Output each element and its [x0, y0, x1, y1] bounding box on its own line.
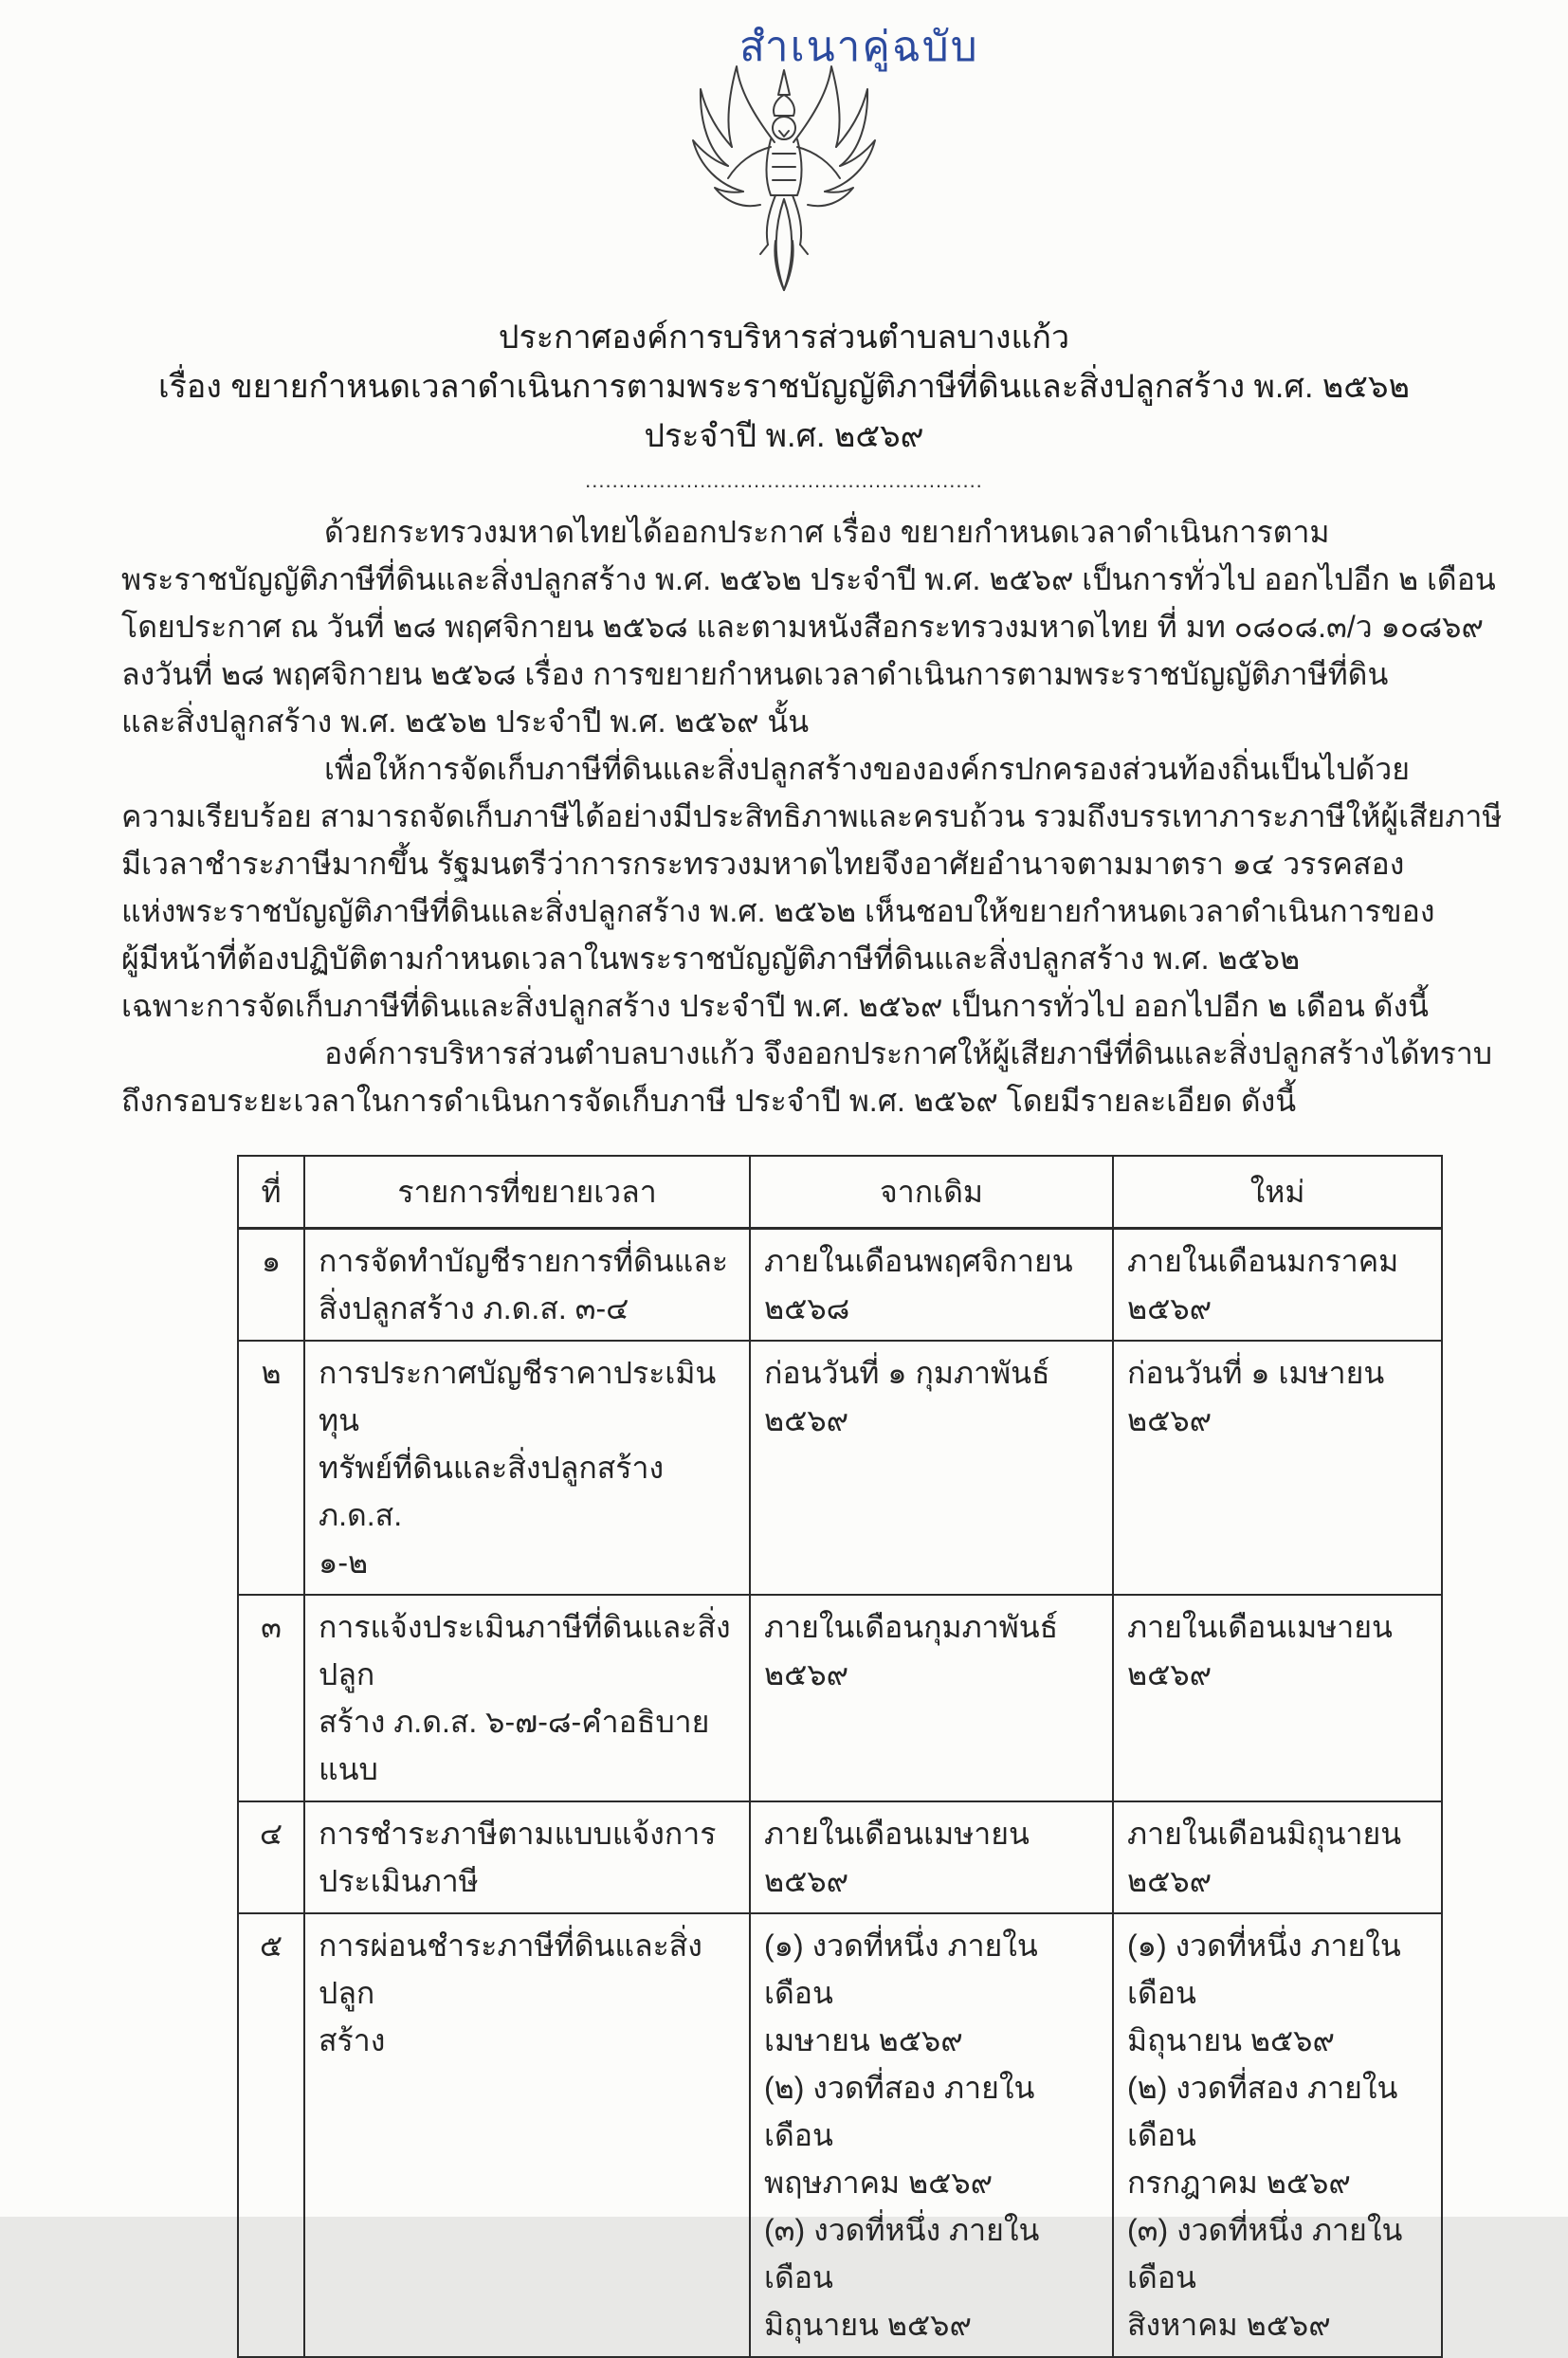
- body-line: เฉพาะการจัดเก็บภาษีที่ดินและสิ่งปลูกสร้าง ประจำปี พ.ศ. ๒๕๖๙ เป็นการทั่วไป ออกไปอีก ๒ เดือน ดังนี้: [121, 989, 1429, 1023]
- body-line: ถึงกรอบระยะเวลาในการดำเนินการจัดเก็บภาษี ประจำปี พ.ศ. ๒๕๖๙ โดยมีรายละเอียด ดังนี้: [121, 1084, 1297, 1118]
- cell-line: สร้าง: [319, 2023, 386, 2057]
- cell-line: พฤษภาคม ๒๕๖๙: [764, 2166, 994, 2200]
- row-number-cell: [238, 1341, 304, 1595]
- cell-line: ๔: [259, 1817, 283, 1851]
- cell-line: กรกฎาคม ๒๕๖๙: [1127, 2166, 1351, 2200]
- table-header-cell: ที่: [238, 1156, 304, 1229]
- cell-line: ภายในเดือนมิถุนายน: [1127, 1817, 1402, 1851]
- cell-line: ประเมินภาษี: [319, 1864, 479, 1898]
- body-line: ความเรียบร้อย สามารถจัดเก็บภาษีได้อย่างมีประสิทธิภาพและครบถ้วน รวมถึงบรรเทาภาระภาษีให้ผู้เสียภาษี: [121, 799, 1503, 833]
- new-cell: [1113, 1913, 1442, 2357]
- cell-line: ๕: [259, 1928, 283, 1963]
- cell-line: ๒๕๖๙: [1127, 1657, 1212, 1691]
- cell-line: สิงหาคม ๒๕๖๙: [1127, 2308, 1331, 2342]
- cell-line: การประกาศบัญชีราคาประเมินทุน: [319, 1356, 717, 1437]
- cell-line: ภายในเดือนพฤศจิกายน: [764, 1244, 1073, 1278]
- from-cell: [750, 1595, 1113, 1801]
- cell-line: ก่อนวันที่ ๑ กุมภาพันธ์: [764, 1356, 1050, 1390]
- cell-line: ๓: [261, 1610, 282, 1644]
- document-title-block: [0, 313, 1568, 493]
- cell-line: การแจ้งประเมินภาษีที่ดินและสิ่งปลูก: [319, 1610, 731, 1691]
- copy-stamp-text: สำเนาคู่ฉบับ: [739, 24, 979, 70]
- new-cell: [1113, 1229, 1442, 1342]
- new-cell: [1113, 1595, 1442, 1801]
- body-line: ด้วยกระทรวงมหาดไทยได้ออกประกาศ เรื่อง ขยายกำหนดเวลาดำเนินการตาม: [324, 515, 1330, 549]
- body-line: เพื่อให้การจัดเก็บภาษีที่ดินและสิ่งปลูกสร้างขององค์กรปกครองส่วนท้องถิ่นเป็นไปด้วย: [324, 752, 1410, 786]
- garuda-emblem: [684, 55, 884, 314]
- cell-line: ๒๕๖๙: [1127, 1864, 1212, 1898]
- table-row: [238, 1595, 1442, 1801]
- body-line: ลงวันที่ ๒๘ พฤศจิกายน ๒๕๖๘ เรื่อง การขยายกำหนดเวลาดำเนินการตามพระราชบัญญัติภาษีที่ดิน: [121, 657, 1389, 691]
- cell-line: การจัดทำบัญชีรายการที่ดินและ: [319, 1244, 729, 1278]
- table-row: [238, 1801, 1442, 1913]
- schedule-table: [237, 1155, 1443, 2358]
- cell-line: (๑) งวดที่หนึ่ง ภายในเดือน: [1127, 1928, 1401, 2010]
- item-cell: [304, 1913, 750, 2357]
- body-line: พระราชบัญญัติภาษีที่ดินและสิ่งปลูกสร้าง พ.ศ. ๒๕๖๒ ประจำปี พ.ศ. ๒๕๖๙ เป็นการทั่วไป ออกไปอีก ๒ เดือน: [121, 562, 1496, 596]
- title-line-3: ประจำปี พ.ศ. ๒๕๖๙: [644, 418, 924, 454]
- body-line: ผู้มีหน้าที่ต้องปฏิบัติตามกำหนดเวลาในพระราชบัญญัติภาษีที่ดินและสิ่งปลูกสร้าง พ.ศ. ๒๕๖๒: [121, 941, 1301, 976]
- cell-line: ๒๕๖๙: [764, 1403, 849, 1437]
- from-cell: [750, 1801, 1113, 1913]
- cell-line: ภายในเดือนเมษายน: [1127, 1610, 1393, 1644]
- cell-line: ภายในเดือนเมษายน ๒๕๖๙: [764, 1817, 1030, 1898]
- body-line: มีเวลาชำระภาษีมากขึ้น รัฐมนตรีว่าการกระทรวงมหาดไทยจึงอาศัยอำนาจตามมาตรา ๑๔ วรรคสอง: [121, 847, 1405, 881]
- cell-line: ทรัพย์ที่ดินและสิ่งปลูกสร้าง ภ.ด.ส.: [319, 1451, 665, 1532]
- cell-line: (๓) งวดที่หนึ่ง ภายในเดือน: [1127, 2213, 1403, 2294]
- cell-line: (๑) งวดที่หนึ่ง ภายในเดือน: [764, 1928, 1038, 2010]
- cell-line: ๑: [261, 1244, 282, 1278]
- row-number-cell: [238, 1913, 304, 2357]
- cell-line: ๒๕๖๘: [764, 1291, 850, 1325]
- item-cell: [304, 1341, 750, 1595]
- row-number-cell: [238, 1801, 304, 1913]
- table-body: [238, 1229, 1442, 2358]
- item-cell: [304, 1595, 750, 1801]
- title-line-1: ประกาศองค์การบริหารส่วนตำบลบางแก้ว: [498, 320, 1070, 356]
- from-cell: [750, 1913, 1113, 2357]
- cell-line: ๒๕๖๙: [764, 1657, 849, 1691]
- cell-line: ภายในเดือนกุมภาพันธ์: [764, 1610, 1059, 1644]
- body-line: องค์การบริหารส่วนตำบลบางแก้ว จึงออกประกาศให้ผู้เสียภาษีที่ดินและสิ่งปลูกสร้างได้ทราบ: [324, 1036, 1493, 1070]
- cell-line: (๒) งวดที่สอง ภายในเดือน: [1127, 2071, 1398, 2152]
- body-line: และสิ่งปลูกสร้าง พ.ศ. ๒๕๖๒ ประจำปี พ.ศ. ๒๕๖๙ นั้น: [121, 704, 810, 739]
- new-cell: [1113, 1341, 1442, 1595]
- row-number-cell: [238, 1229, 304, 1342]
- body-line: โดยประกาศ ณ วันที่ ๒๘ พฤศจิกายน ๒๕๖๘ และตามหนังสือกระทรวงมหาดไทย ที่ มท ๐๘๐๘.๓/ว ๑๐๘๖๙: [121, 610, 1484, 644]
- cell-line: การชำระภาษีตามแบบแจ้งการ: [319, 1817, 717, 1851]
- cell-line: (๓) งวดที่หนึ่ง ภายในเดือน: [764, 2213, 1040, 2294]
- cell-line: เมษายน ๒๕๖๙: [764, 2023, 963, 2057]
- item-cell: [304, 1229, 750, 1342]
- cell-line: (๒) งวดที่สอง ภายในเดือน: [764, 2071, 1035, 2152]
- title-line-2: เรื่อง ขยายกำหนดเวลาดำเนินการตามพระราชบัญญัติภาษีที่ดินและสิ่งปลูกสร้าง พ.ศ. ๒๕๖๒: [158, 369, 1410, 405]
- table-row: [238, 1341, 1442, 1595]
- cell-line: สิ่งปลูกสร้าง ภ.ด.ส. ๓-๔: [319, 1291, 629, 1325]
- cell-line: ๒๕๖๙: [1127, 1403, 1212, 1437]
- new-cell: [1113, 1801, 1442, 1913]
- from-cell: [750, 1229, 1113, 1342]
- table-header-cell: จากเดิม: [750, 1156, 1113, 1229]
- table-row: [238, 1229, 1442, 1342]
- cell-line: ภายในเดือนมกราคม: [1127, 1244, 1399, 1278]
- body-text: [121, 508, 1503, 1124]
- cell-line: ๒: [261, 1356, 282, 1390]
- table-header-row: [238, 1156, 1442, 1229]
- table-row: [238, 1913, 1442, 2357]
- dotted-separator: ...........................................................: [585, 468, 983, 492]
- cell-line: ๒๕๖๙: [1127, 1291, 1212, 1325]
- table-header-cell: รายการที่ขยายเวลา: [304, 1156, 750, 1229]
- from-cell: [750, 1341, 1113, 1595]
- cell-line: ก่อนวันที่ ๑ เมษายน: [1127, 1356, 1385, 1390]
- cell-line: ๑-๒: [319, 1545, 369, 1580]
- cell-line: มิถุนายน ๒๕๖๙: [764, 2308, 972, 2342]
- table-header-cell: ใหม่: [1113, 1156, 1442, 1229]
- cell-line: การผ่อนชำระภาษีที่ดินและสิ่งปลูก: [319, 1928, 702, 2010]
- item-cell: [304, 1801, 750, 1913]
- body-line: แห่งพระราชบัญญัติภาษีที่ดินและสิ่งปลูกสร้าง พ.ศ. ๒๕๖๒ เห็นชอบให้ขยายกำหนดเวลาดำเนินการของ: [121, 894, 1435, 928]
- row-number-cell: [238, 1595, 304, 1801]
- cell-line: มิถุนายน ๒๕๖๙: [1127, 2023, 1335, 2057]
- cell-line: สร้าง ภ.ด.ส. ๖-๗-๘-คำอธิบายแนบ: [319, 1705, 710, 1786]
